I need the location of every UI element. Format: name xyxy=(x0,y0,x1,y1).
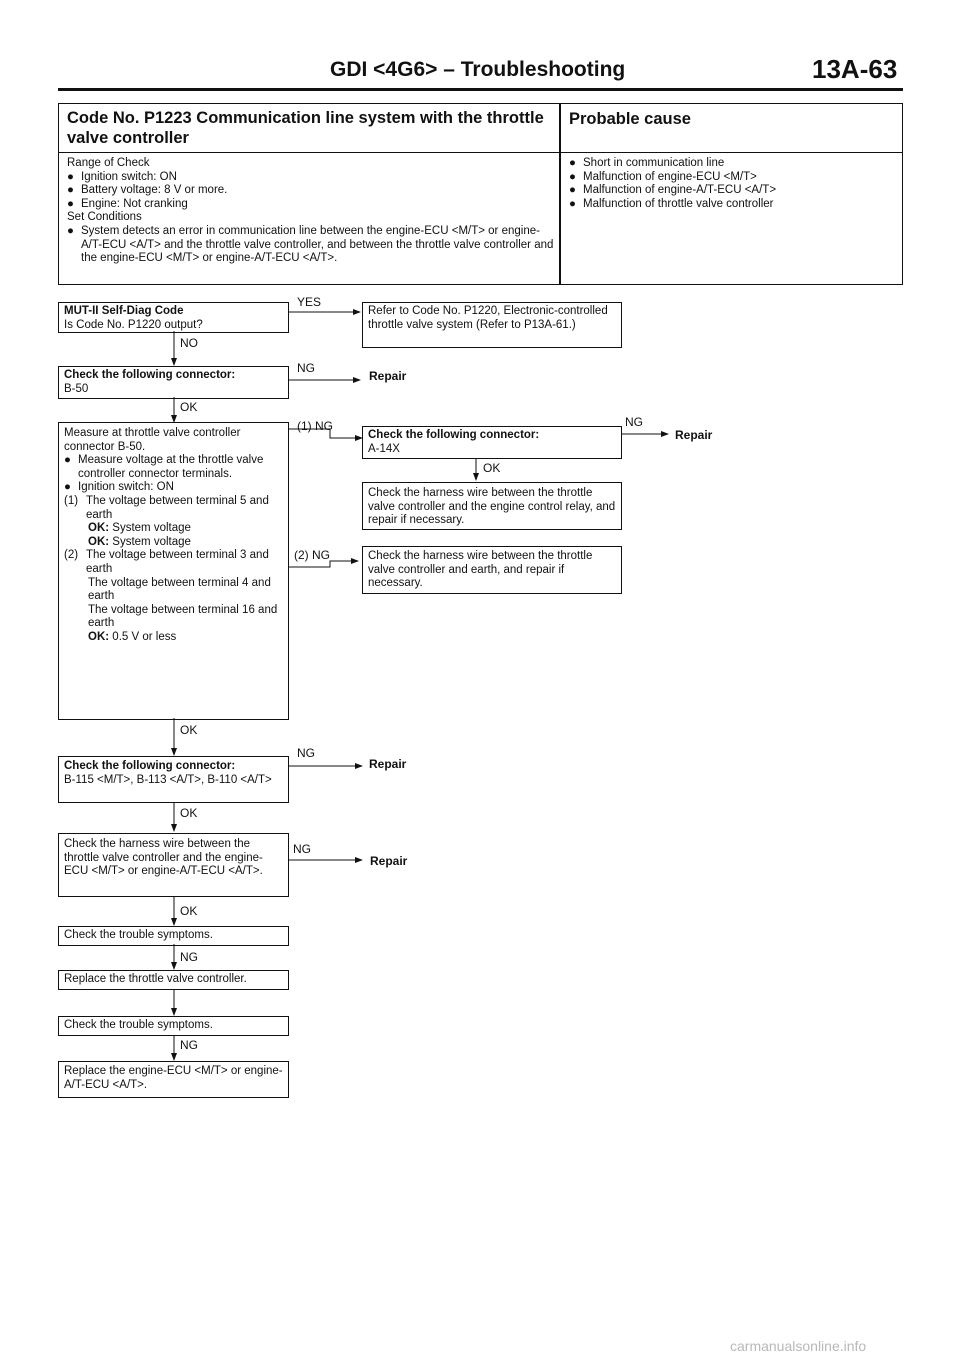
step-title: Check the following connector: xyxy=(64,369,236,381)
label-ok: OK xyxy=(483,461,501,475)
bullet: ● Ignition switch: ON xyxy=(64,481,174,494)
label-ng: NG xyxy=(293,842,311,856)
step-text: Check the harness wire between the throttle valve controller and the engine-ECU <M/T> or engine-A/T-ECU <A/T>. xyxy=(64,838,263,878)
step-trouble-symptoms xyxy=(58,1016,289,1036)
step-self-diag xyxy=(58,302,289,333)
step-title: Check the following connector: xyxy=(64,760,236,772)
step-replace-controller xyxy=(58,970,289,990)
page-title: GDI <4G6> – Troubleshooting xyxy=(330,58,626,81)
step-replace-ecu xyxy=(58,1061,289,1098)
step-title: Check the following connector: xyxy=(368,429,540,441)
range-item: ● Engine: Not cranking xyxy=(67,197,188,210)
code-title: Code No. P1223 Communication line system with the throttle valve controller xyxy=(67,109,544,147)
step-text: B-50 xyxy=(64,382,89,395)
label-ok: OK xyxy=(180,806,198,820)
step-text: Is Code No. P1220 output? xyxy=(64,318,203,331)
cause-item: ● Malfunction of throttle valve controller xyxy=(569,197,774,210)
label-2-ng: (2) NG xyxy=(294,548,330,562)
step-text: Replace the throttle valve controller. xyxy=(64,973,247,985)
cause-title: Probable cause xyxy=(569,110,691,128)
cause-item: ● Malfunction of engine-ECU <M/T> xyxy=(569,170,757,183)
set-item: ● System detects an error in communication line between the engine-ECU <M/T> or engine-A/T-ECU <A/T> and the throttle valve controller, and between the throttle valve controller and the engine-ECU <M/T> or engine-A/T-ECU <A/T>. xyxy=(67,224,554,265)
cause-item: ● Short in communication line xyxy=(569,157,725,169)
step-text: B-115 <M/T>, B-113 <A/T>, B-110 <A/T> xyxy=(64,773,272,786)
check-2-text: The voltage between terminal 16 and earth xyxy=(88,603,278,630)
step-text: Replace the engine-ECU <M/T> or engine-A/T-ECU <A/T>. xyxy=(64,1065,283,1091)
label-no: NO xyxy=(180,336,198,350)
check-1: (1) The voltage between terminal 5 and earth xyxy=(64,494,269,521)
check-1-ok: OK: System voltage xyxy=(88,522,191,535)
step-measure-b50 xyxy=(58,422,289,720)
step-text: Check the harness wire between the throttle valve controller and the engine control relay, and repair if necessary. xyxy=(368,487,616,527)
step-text: Measure at throttle valve controller connector B-50. xyxy=(64,427,241,453)
label-yes: YES xyxy=(297,295,322,309)
repair-label: Repair xyxy=(370,854,408,868)
check-1-ok: OK: System voltage xyxy=(88,535,191,548)
step-trouble-symptoms xyxy=(58,926,289,946)
repair-label: Repair xyxy=(369,757,407,771)
step-harness-ecu xyxy=(58,833,289,897)
step-check-connector-a14x xyxy=(362,426,622,459)
step-check-connector-b115 xyxy=(58,756,289,803)
step-text: Check the harness wire between the throttle valve controller and earth, and repair if necessary. xyxy=(368,550,593,590)
label-ok: OK xyxy=(180,904,198,918)
cause-item: ● Malfunction of engine-A/T-ECU <A/T> xyxy=(569,184,777,197)
step-check-connector-b50 xyxy=(58,366,289,399)
bullet: ● Measure voltage at the throttle valve controller connector terminals. xyxy=(64,454,264,480)
label-ok: OK xyxy=(180,723,198,737)
label-ng: NG xyxy=(625,415,643,429)
check-2-text: The voltage between terminal 4 and earth xyxy=(88,576,271,603)
repair-label: Repair xyxy=(675,428,713,442)
set-label: Set Conditions xyxy=(67,211,142,224)
step-title: MUT-II Self-Diag Code xyxy=(64,305,184,317)
step-harness-relay xyxy=(362,482,622,530)
label-ok: OK xyxy=(180,400,198,414)
step-text: Check the trouble symptoms. xyxy=(64,1019,213,1031)
range-item: ● Battery voltage: 8 V or more. xyxy=(67,184,228,197)
refer-p1220-box xyxy=(362,302,622,348)
range-label: Range of Check xyxy=(67,157,150,169)
label-ng: NG xyxy=(180,1038,198,1052)
check-2-ok: OK: 0.5 V or less xyxy=(88,630,177,643)
label-1-ng: (1) NG xyxy=(297,419,333,433)
step-harness-earth xyxy=(362,546,622,594)
step-text: Check the trouble symptoms. xyxy=(64,929,213,941)
step-text: A-14X xyxy=(368,442,400,455)
page-number: 13A-63 xyxy=(812,54,898,84)
label-ng: NG xyxy=(297,746,315,760)
repair-label: Repair xyxy=(369,369,407,383)
check-2: (2) The voltage between terminal 3 and earth xyxy=(64,549,269,575)
step-text: Refer to Code No. P1220, Electronic-controlled throttle valve system (Refer to P13A-61.) xyxy=(368,305,608,331)
label-ng: NG xyxy=(297,361,315,375)
range-item: ● Ignition switch: ON xyxy=(67,170,177,183)
watermark: carmanualsonline.info xyxy=(730,1338,867,1354)
label-ng: NG xyxy=(180,950,198,964)
